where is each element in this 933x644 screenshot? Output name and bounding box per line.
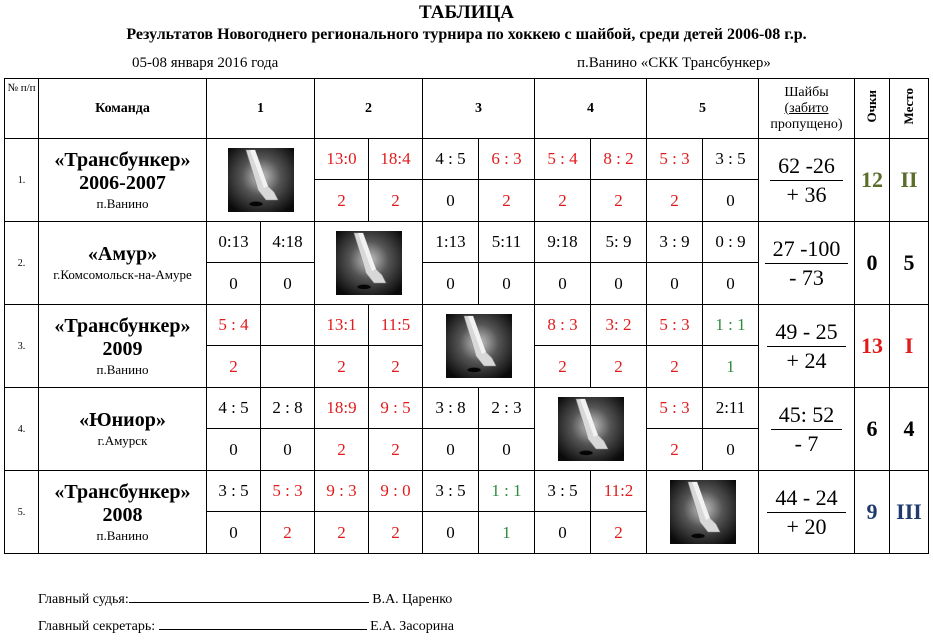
goals-diff: + 36 (786, 181, 827, 207)
team-city: г.Комсомольск-на-Амуре (53, 267, 192, 282)
team-city: п.Ванино (96, 195, 149, 211)
match-score: 0:13 (207, 222, 261, 263)
match-points: 1 (703, 346, 759, 388)
match-score: 13:1 (315, 305, 369, 346)
header-row (5, 79, 929, 139)
goals-cell (759, 305, 855, 388)
match-points: 0 (423, 180, 479, 222)
match-points: 0 (703, 263, 759, 305)
secretary-label: Главный секретарь: (38, 619, 156, 634)
match-points: 0 (703, 180, 759, 222)
match-points: 2 (535, 346, 591, 388)
header-col-2: 2 (315, 79, 423, 139)
match-score: 2 : 8 (261, 388, 315, 429)
match-points: 0 (647, 263, 703, 305)
team-name: «Юниор» (79, 409, 166, 431)
row-number: 1. (5, 139, 39, 222)
match-points: 0 (207, 263, 261, 305)
header-goals-l3: пропущено) (770, 116, 843, 132)
team-points: 13 (855, 305, 890, 388)
team-row-1 (5, 139, 929, 180)
match-score: 6 : 3 (479, 139, 535, 180)
match-score: 18:9 (315, 388, 369, 429)
header-points (855, 79, 890, 139)
team-city: п.Ванино (96, 361, 149, 377)
secretary-name: Е.А. Засорина (370, 619, 454, 634)
results-table (4, 78, 929, 554)
team-points: 6 (855, 388, 890, 471)
goals-for-against: 44 - 24 (767, 484, 845, 513)
match-score: 2:11 (703, 388, 759, 429)
match-points: 2 (315, 180, 369, 222)
team-row-2 (5, 222, 929, 263)
match-points: 0 (703, 429, 759, 471)
match-score: 9 : 3 (315, 471, 369, 512)
header-goals-l2: (забито (784, 100, 829, 116)
match-points: 0 (423, 263, 479, 305)
match-points: 2 (315, 512, 369, 554)
header-points-label: Очки (864, 89, 879, 123)
match-score: 3 : 5 (423, 471, 479, 512)
match-score: 3: 2 (591, 305, 647, 346)
match-points: 2 (647, 180, 703, 222)
judge-label: Главный судья: (38, 592, 129, 607)
match-score: 3 : 5 (535, 471, 591, 512)
match-points: 0 (591, 263, 647, 305)
team-row-3 (5, 305, 929, 346)
team-points: 0 (855, 222, 890, 305)
row-number: 5. (5, 471, 39, 554)
match-score: 2 : 3 (479, 388, 535, 429)
team-points: 12 (855, 139, 890, 222)
team-cell (39, 471, 207, 554)
goals-diff: - 73 (789, 264, 824, 290)
tournament-place: п.Ванино «СКК Трансбункер» (577, 55, 771, 71)
team-row-4 (5, 388, 929, 429)
row-number: 3. (5, 305, 39, 388)
match-score: 1:13 (423, 222, 479, 263)
match-score: 5 : 4 (535, 139, 591, 180)
tournament-date: 05-08 января 2016 года (132, 55, 279, 71)
goals-for-against: 62 -26 (770, 152, 843, 181)
goals-diff: + 24 (786, 347, 827, 373)
header-col-4: 4 (535, 79, 647, 139)
match-score: 4 : 5 (207, 388, 261, 429)
match-score: 3 : 8 (423, 388, 479, 429)
team-points: 9 (855, 471, 890, 554)
match-points: 2 (535, 180, 591, 222)
hockey-stick-icon (670, 480, 736, 544)
match-score: 3 : 9 (647, 222, 703, 263)
match-score: 11:5 (369, 305, 423, 346)
header-place-label: Место (901, 87, 916, 125)
self-match-cell (207, 139, 315, 222)
goals-diff: + 20 (786, 513, 827, 539)
match-points: 0 (535, 263, 591, 305)
match-points: 2 (369, 512, 423, 554)
match-points: 2 (261, 512, 315, 554)
goals-for-against: 45: 52 (771, 401, 843, 430)
match-points: 2 (591, 180, 647, 222)
match-points: 2 (315, 346, 369, 388)
team-row-5 (5, 471, 929, 512)
match-score: 18:4 (369, 139, 423, 180)
match-score: 0 : 9 (703, 222, 759, 263)
match-points: 0 (479, 263, 535, 305)
goals-cell (759, 471, 855, 554)
match-score: 4:18 (261, 222, 315, 263)
match-points: 0 (479, 429, 535, 471)
judge-name: В.А. Царенко (372, 592, 453, 607)
hockey-stick-icon (558, 397, 624, 461)
match-points (261, 346, 315, 388)
row-number: 4. (5, 388, 39, 471)
goals-diff: - 7 (794, 430, 819, 456)
hockey-stick-icon (336, 231, 402, 295)
match-score: 9 : 5 (369, 388, 423, 429)
match-points: 0 (423, 512, 479, 554)
team-cell (39, 305, 207, 388)
match-score: 3 : 5 (207, 471, 261, 512)
match-points: 0 (207, 512, 261, 554)
doc-subtitle: Результатов Новогоднего регионального турнира по хоккею с шайбой, среди детей 2006-08 г.р. (126, 26, 807, 43)
header-goals (759, 79, 855, 139)
match-points: 0 (261, 263, 315, 305)
match-points: 2 (647, 429, 703, 471)
match-score: 5 : 3 (647, 139, 703, 180)
header-place (890, 79, 929, 139)
match-points: 0 (207, 429, 261, 471)
team-name: «Трансбункер» 2006-2007 (54, 148, 191, 194)
match-score: 9 : 0 (369, 471, 423, 512)
goals-cell (759, 222, 855, 305)
team-place: I (890, 305, 929, 388)
goals-for-against: 49 - 25 (767, 318, 845, 347)
team-place: 4 (890, 388, 929, 471)
match-points: 1 (479, 512, 535, 554)
match-score: 8 : 2 (591, 139, 647, 180)
match-points: 0 (423, 429, 479, 471)
goals-cell (759, 139, 855, 222)
match-points: 2 (207, 346, 261, 388)
match-score: 11:2 (591, 471, 647, 512)
match-score: 5 : 3 (647, 388, 703, 429)
match-score: 13:0 (315, 139, 369, 180)
match-score: 5 : 3 (261, 471, 315, 512)
match-points: 2 (647, 346, 703, 388)
header-goals-l1: Шайбы (784, 84, 829, 100)
match-points: 2 (369, 180, 423, 222)
header-team: Команда (39, 79, 207, 139)
match-score (261, 305, 315, 346)
secretary-line (38, 616, 454, 635)
match-score: 9:18 (535, 222, 591, 263)
judge-signature-line (129, 589, 369, 603)
self-match-cell (535, 388, 647, 471)
team-name: «Трансбункер» 2008 (54, 480, 191, 526)
match-points: 2 (369, 429, 423, 471)
team-city: п.Ванино (96, 527, 149, 543)
match-score: 5 : 4 (207, 305, 261, 346)
match-points: 2 (369, 346, 423, 388)
header-num: № п/п (5, 79, 39, 139)
team-cell (39, 222, 207, 305)
match-points: 2 (479, 180, 535, 222)
team-place: 5 (890, 222, 929, 305)
match-points: 2 (591, 512, 647, 554)
match-score: 4 : 5 (423, 139, 479, 180)
row-number: 2. (5, 222, 39, 305)
goals-cell (759, 388, 855, 471)
match-score: 1 : 1 (479, 471, 535, 512)
team-cell (39, 388, 207, 471)
match-points: 2 (315, 429, 369, 471)
secretary-signature-line (159, 616, 367, 630)
match-score: 8 : 3 (535, 305, 591, 346)
team-name: «Трансбункер» 2009 (54, 314, 191, 360)
match-points: 2 (591, 346, 647, 388)
header-col-3: 3 (423, 79, 535, 139)
match-score: 5:11 (479, 222, 535, 263)
team-cell (39, 139, 207, 222)
goals-for-against: 27 -100 (765, 235, 849, 264)
doc-title: ТАБЛИЦА (419, 2, 514, 23)
match-score: 3 : 5 (703, 139, 759, 180)
match-points: 0 (535, 512, 591, 554)
match-score: 5: 9 (591, 222, 647, 263)
match-points: 0 (261, 429, 315, 471)
match-score: 5 : 3 (647, 305, 703, 346)
self-match-cell (647, 471, 759, 554)
results-body (5, 139, 929, 554)
self-match-cell (423, 305, 535, 388)
hockey-stick-icon (446, 314, 512, 378)
team-place: II (890, 139, 929, 222)
match-score: 1 : 1 (703, 305, 759, 346)
self-match-cell (315, 222, 423, 305)
header-col-1: 1 (207, 79, 315, 139)
team-place: III (890, 471, 929, 554)
hockey-stick-icon (228, 148, 294, 212)
judge-line (38, 589, 452, 608)
header-col-5: 5 (647, 79, 759, 139)
team-city: г.Амурск (97, 433, 148, 448)
team-name: «Амур» (87, 243, 158, 265)
